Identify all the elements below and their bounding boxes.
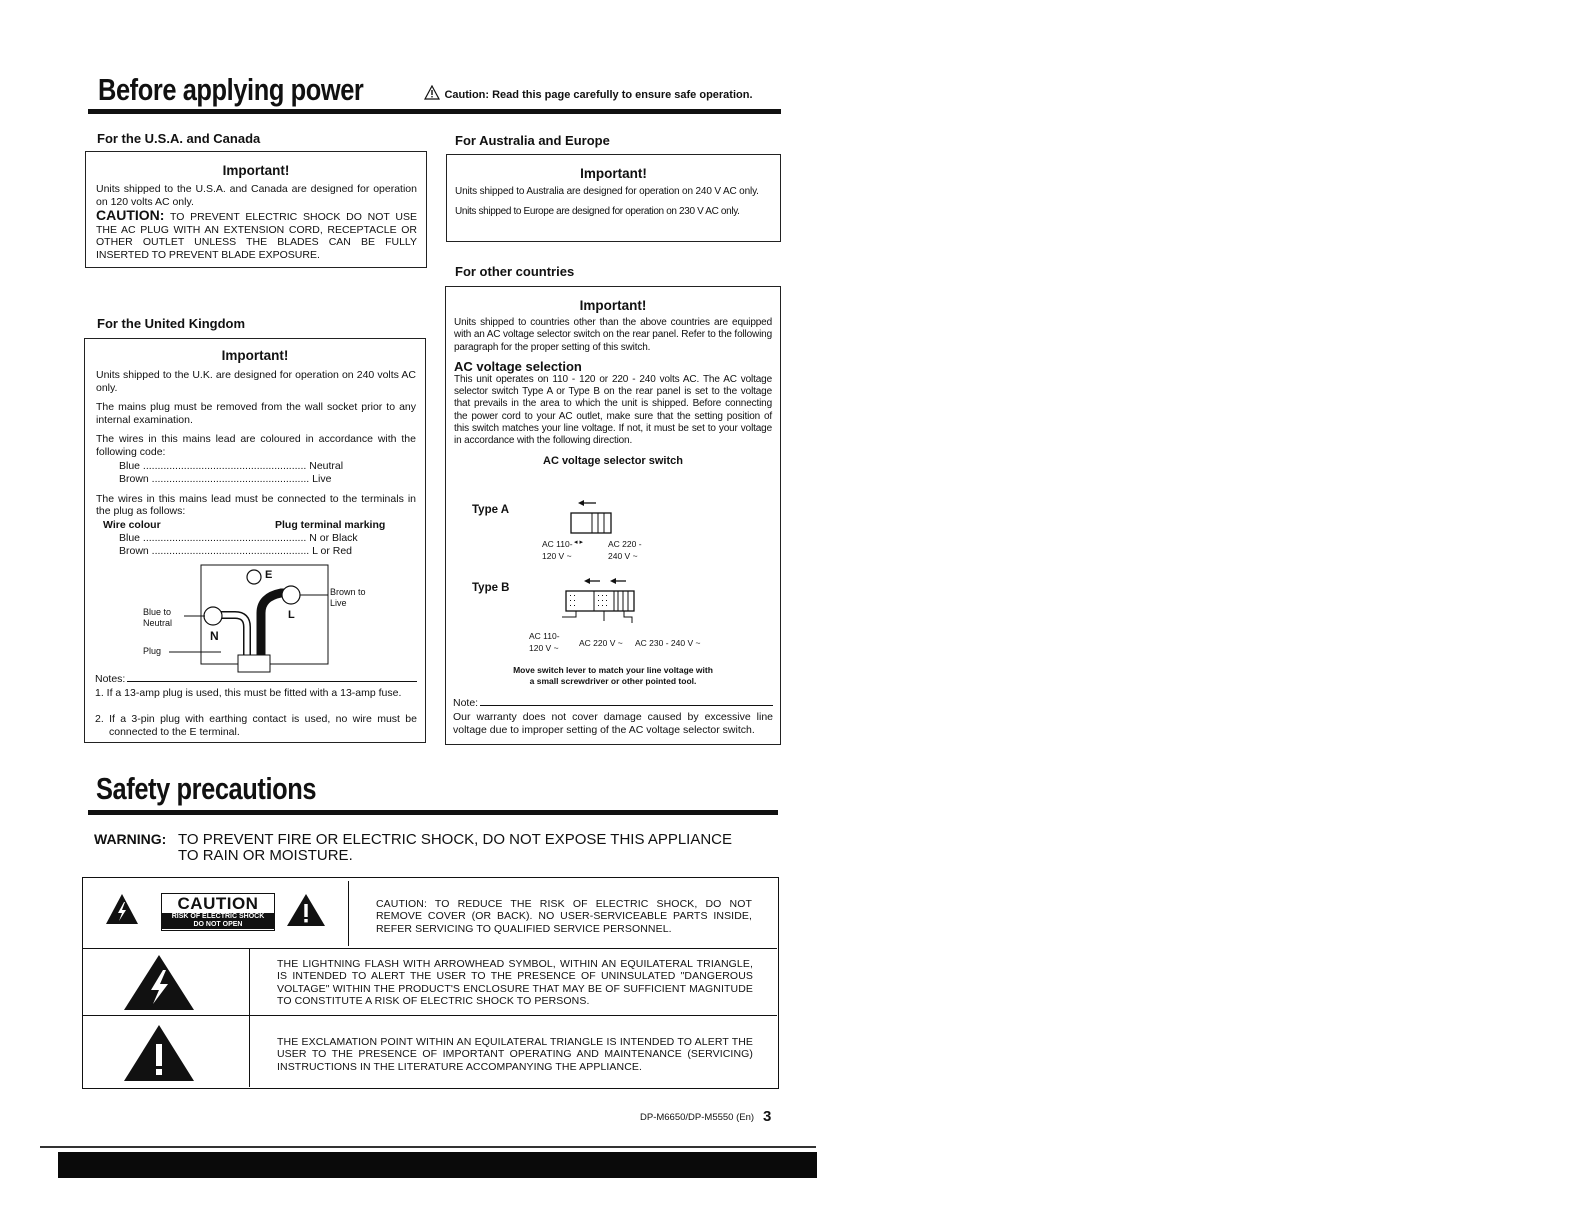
type-a-left-label <box>542 538 573 562</box>
caution-note <box>424 85 753 103</box>
type-a-left-1: AC 110- <box>542 539 573 549</box>
other-note-label: Note: <box>453 697 479 709</box>
aus-important: Important! <box>580 166 647 181</box>
uk-row-blue-label: Blue ........................................................ <box>119 531 307 544</box>
diagram-live: Live <box>330 598 347 608</box>
uk-code-blue-label: Blue ........................................................ <box>119 459 307 472</box>
warning-triangle-icon <box>424 85 440 100</box>
lightning-triangle-large <box>123 954 195 1011</box>
usa-caution <box>96 209 417 261</box>
exclamation-large-icon <box>123 1024 195 1082</box>
diagram-e: E <box>265 569 273 581</box>
type-a-left-2: 120 V ~ <box>542 551 572 561</box>
aus-box <box>446 154 781 242</box>
uk-row-blue <box>119 532 425 545</box>
caution-label: CAUTION <box>177 894 259 913</box>
type-a-label: Type A <box>472 504 510 516</box>
aus-p2: Units shipped to Europe are designed for operation on 230 V AC only. <box>455 206 740 218</box>
switch-title: AC voltage selector switch <box>543 454 683 467</box>
type-b-left-label <box>529 630 560 654</box>
safety-row-caution <box>83 878 777 949</box>
uk-note2: 2. If a 3-pin plug with earthing contact is used, no wire must be connected to the E terminal. <box>95 713 417 738</box>
diagram-brown-to: Brown to <box>330 587 366 597</box>
aus-section-label: For Australia and Europe <box>455 133 610 148</box>
safety-rule <box>88 810 778 815</box>
caution-sub-2: DO NOT OPEN <box>193 921 243 928</box>
uk-row-brown-value: L or Red <box>312 544 353 557</box>
type-b-switch-icon <box>556 577 666 633</box>
type-b-left-1: AC 110- <box>529 631 560 641</box>
scan-edge-bar <box>58 1152 817 1178</box>
warning-line-2: TO RAIN OR MOISTURE. <box>178 847 353 864</box>
uk-code-blue <box>119 460 425 473</box>
ac-voltage-title: AC voltage selection <box>454 358 582 374</box>
uk-code-live: Live <box>312 472 332 485</box>
scan-edge-line <box>40 1146 816 1148</box>
uk-code-brown-label: Brown ...................................................... <box>119 472 310 485</box>
plug-wiring-diagram <box>85 563 425 683</box>
safety-table <box>82 877 779 1089</box>
caution-note-text: Caution: Read this page carefully to ensure safe operation. <box>444 89 753 101</box>
exclamation-triangle-large <box>123 1024 195 1082</box>
header-rule <box>88 109 781 114</box>
uk-p3: The wires in this mains lead are coloured in accordance with the following code: <box>96 433 416 458</box>
usa-caution-word: CAUTION: <box>96 207 165 224</box>
uk-box <box>84 338 426 743</box>
other-note-label-row <box>453 697 775 709</box>
usa-important: Important! <box>222 163 290 178</box>
caution-sub-1: RISK OF ELECTRIC SHOCK <box>171 913 265 920</box>
row1-text: CAUTION: TO REDUCE THE RISK OF ELECTRIC SHOCK, DO NOT REMOVE COVER (OR BACK). NO USER-SERVICEABLE PARTS INSIDE, REFER SERVICING TO QUALIFIED SERVICE PERSONNEL. <box>376 898 752 935</box>
uk-notes-label-row <box>95 673 417 685</box>
move-switch-instruction <box>446 665 780 687</box>
type-a-right-1: AC 220 - <box>608 539 642 549</box>
move-line-2: a small screwdriver or other pointed tool. <box>529 676 697 686</box>
type-a-switch-icon <box>566 499 616 539</box>
other-important: Important! <box>579 298 647 313</box>
type-b-left-2: 120 V ~ <box>529 643 559 653</box>
uk-code-brown <box>119 473 425 486</box>
lightning-icon <box>105 893 139 925</box>
type-a-arrows: ◂ ▸ <box>574 539 583 546</box>
row3-text: THE EXCLAMATION POINT WITHIN AN EQUILATERAL TRIANGLE IS INTENDED TO ALERT THE USER TO THE PRESENCE OF IMPORTANT OPERATING AND MAINTENANCE (SERVICING) INSTRUCTIONS IN THE LITERATURE ACCOMPANYING THE APPLIANCE. <box>277 1036 753 1073</box>
footer-model: DP-M6650/DP-M5550 (En) <box>640 1112 755 1123</box>
uk-p4: The wires in this mains lead must be connected to the terminals in the plug as follows: <box>96 492 416 518</box>
warning-word: WARNING: <box>94 831 167 847</box>
uk-notes-label: Notes: <box>95 673 126 685</box>
type-a-right-label <box>608 538 642 562</box>
safety-title: Safety precautions <box>96 771 317 806</box>
exclamation-icon <box>286 893 326 927</box>
uk-notes-rule <box>127 681 417 682</box>
warning-text <box>178 832 732 864</box>
other-p2: This unit operates on 110 - 120 or 220 - 240 volts AC. The AC voltage selector switch Type A or Type B on the rear panel is set to the voltage that prevails in the area to which the unit is shipped. Before connecting the power cord to your AC outlet, make sure that the setting position of this switch matches your line voltage. If not, it must be set to your voltage in accordance with the following direction. <box>454 373 772 447</box>
uk-row-brown <box>119 545 425 558</box>
warning-line-1: TO PREVENT FIRE OR ELECTRIC SHOCK, DO NOT EXPOSE THIS APPLIANCE <box>178 831 733 848</box>
diagram-blue-to: Blue to <box>143 607 172 617</box>
safety-row-lightning <box>83 949 777 1016</box>
type-a-right-2: 240 V ~ <box>608 551 638 561</box>
uk-note1: 1. If a 13-amp plug is used, this must be fitted with a 13-amp fuse. <box>95 687 402 699</box>
uk-table-header <box>85 519 425 532</box>
other-box <box>445 286 781 745</box>
lightning-triangle-small <box>105 893 139 925</box>
other-p1: Units shipped to countries other than the above countries are equipped with an AC voltage selector switch on the rear panel. Refer to the following paragraph for the proper setting of this switch. <box>454 317 772 353</box>
exclamation-triangle-small <box>286 893 326 927</box>
row1-divider <box>348 881 349 946</box>
type-b-switch <box>556 577 666 638</box>
uk-important: Important! <box>221 348 289 363</box>
safety-row-exclamation <box>83 1016 777 1087</box>
usa-box <box>85 151 427 268</box>
type-b-right-label: AC 230 - 240 V ~ <box>635 638 701 648</box>
other-note: Our warranty does not cover damage caused by excessive line voltage due to improper setting of the AC voltage selector switch. <box>453 711 773 736</box>
type-b-mid-label: AC 220 V ~ <box>579 638 623 648</box>
caution-label-sub <box>162 913 274 929</box>
diagram-n: N <box>210 629 219 643</box>
move-line-1: Move switch lever to match your line voltage with <box>513 665 713 675</box>
uk-p2: The mains plug must be removed from the wall socket prior to any internal examination. <box>96 401 416 426</box>
warning-block <box>94 831 166 849</box>
usa-section-label: For the U.S.A. and Canada <box>97 131 261 146</box>
uk-row-brown-label: Brown ...................................................... <box>119 544 310 557</box>
uk-code-neutral: Neutral <box>309 459 344 472</box>
caution-label-box <box>161 893 275 931</box>
uk-col-wire: Wire colour <box>103 518 161 531</box>
diagram-neutral: Neutral <box>143 618 173 628</box>
type-b-label: Type B <box>472 582 510 594</box>
lightning-large-icon <box>123 954 195 1011</box>
row2-divider <box>249 949 250 1016</box>
usa-text: Units shipped to the U.S.A. and Canada are designed for operation on 120 volts AC only. <box>96 183 417 208</box>
row2-text: THE LIGHTNING FLASH WITH ARROWHEAD SYMBOL, WITHIN AN EQUILATERAL TRIANGLE, IS INTENDED TO ALERT THE USER TO THE PRESENCE OF UNINSULATED "DANGEROUS VOLTAGE" WITHIN THE PRODUCT'S ENCLOSURE THAT MAY BE OF SUFFICIENT MAGNITUDE TO CONSTITUTE A RISK OF ELECTRIC SHOCK TO PERSONS. <box>277 958 753 1008</box>
diagram-plug: Plug <box>143 646 162 656</box>
other-note-rule <box>480 705 773 706</box>
uk-section-label: For the United Kingdom <box>97 316 246 331</box>
page-title: Before applying power <box>98 72 364 107</box>
uk-col-plug: Plug terminal marking <box>275 518 386 531</box>
footer-page-number: 3 <box>763 1108 772 1125</box>
uk-row-blue-value: N or Black <box>309 531 358 544</box>
row3-divider <box>249 1016 250 1087</box>
uk-p1: Units shipped to the U.K. are designed for operation on 240 volts AC only. <box>96 369 416 394</box>
aus-p1: Units shipped to Australia are designed for operation on 240 V AC only. <box>455 186 759 197</box>
uk-plug-diagram <box>85 563 425 683</box>
usa-caution-text: TO PREVENT ELECTRIC SHOCK DO NOT USE THE AC PLUG WITH AN EXTENSION CORD, RECEPTACLE OR OTHER OUTLET UNLESS THE BLADES CAN BE FULLY INSERTED TO PREVENT BLADE EXPOSURE. <box>96 211 417 261</box>
diagram-l: L <box>288 609 295 621</box>
other-section-label: For other countries <box>455 264 575 279</box>
